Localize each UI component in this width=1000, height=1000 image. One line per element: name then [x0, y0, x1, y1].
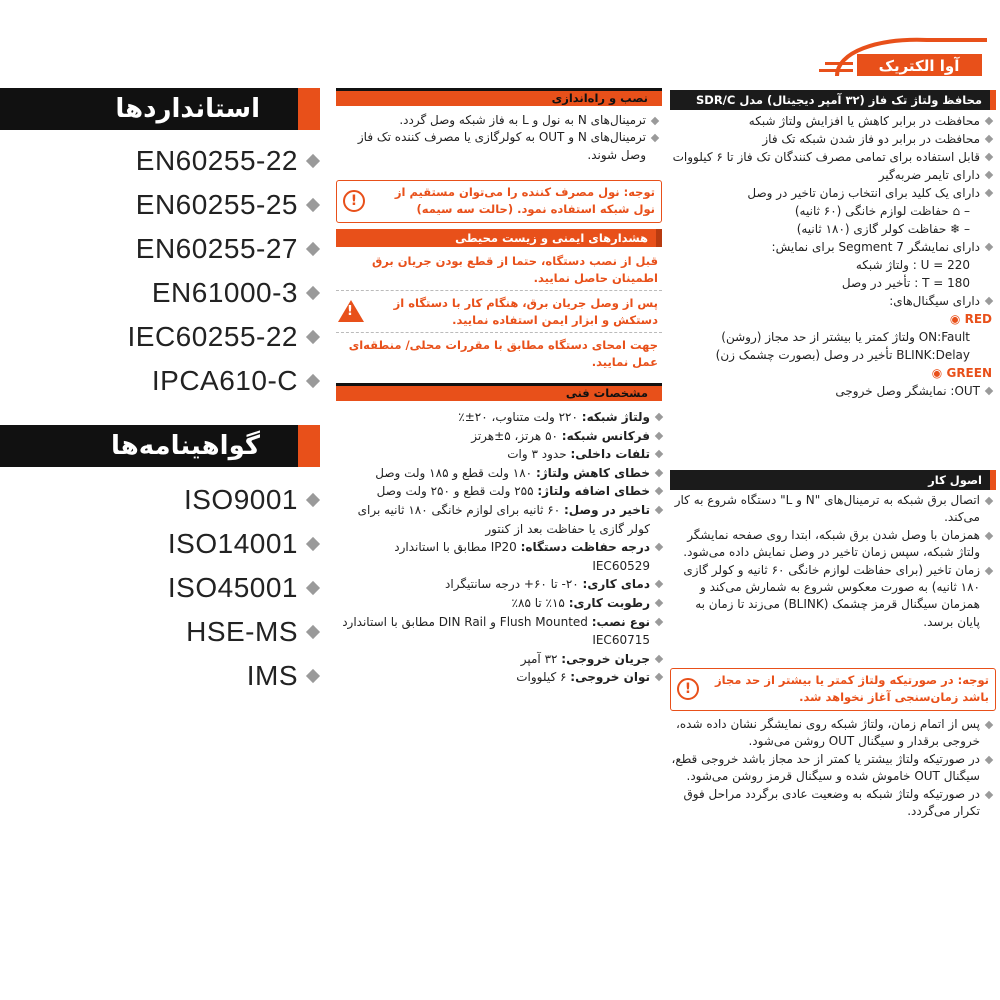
exclamation-icon: ! — [677, 678, 699, 700]
standard-item: EN61000-3 — [152, 277, 318, 309]
spec-row: توان خروجی: ۶ کیلووات — [336, 668, 662, 687]
spec-row: دمای کاری: ۲۰- تا ۶۰+ درجه سانتیگراد — [336, 575, 662, 594]
list-item: دارای تایمر ضربه‌گیر — [670, 166, 992, 184]
standards-heading: استانداردها — [0, 88, 320, 130]
product-heading: محافظ ولتاژ تک فاز (۳۲ آمپر دیجیتال) مدل SDR/C — [670, 90, 996, 110]
fault-signal: ON:Fault ولتاژ کمتر یا بیشتر از حد مجاز (روشن) — [721, 330, 970, 344]
list-item: دارای نمایشگر 7 Segment برای نمایش: — [670, 238, 992, 256]
list-item: محافظت در برابر دو فاز شدن شبکه تک فاز — [670, 130, 992, 148]
standard-item: IPCA610-C — [152, 365, 318, 397]
warning-text: توجه: نول مصرف کننده را می‌توان مستقیم از نول شبکه استفاده نمود. (حالت سه سیمه) — [394, 185, 655, 217]
diamond-bullet-icon — [306, 581, 320, 595]
standard-item: IEC60255-22 — [127, 321, 318, 353]
diamond-bullet-icon — [306, 669, 320, 683]
safety-heading: هشدارهای ایمنی و زیست محیطی — [336, 229, 662, 247]
certificate-item: ISO45001 — [168, 572, 318, 604]
list-item: دارای یک کلید برای انتخاب زمان تاخیر در وصل — [670, 184, 992, 202]
circle-bullet-icon: ◉ — [931, 366, 943, 380]
divider — [336, 290, 662, 291]
safety-p3: جهت امحای دستگاه مطابق با مقررات محلی/ منطقه‌ای عمل نمایید. — [348, 338, 658, 369]
certificates-heading: گواهینامه‌ها — [0, 425, 320, 467]
spec-row: تاخیر در وصل: ۶۰ ثانیه برای لوازم خانگی ۱۸۰ ثانیه برای کولر گازی یا حفاظت بعد از کنتور — [336, 501, 662, 538]
delay-signal: BLINK:Delay تأخیر در وصل (بصورت چشمک زن) — [715, 348, 970, 362]
divider — [336, 332, 662, 333]
list-item: دارای سیگنال‌های: — [670, 292, 992, 310]
list-item: محافظت در برابر کاهش یا افزایش ولتاژ شبکه — [670, 112, 992, 130]
spec-row: خطای اضافه ولتاژ: ۲۵۵ ولت قطع و ۲۵۰ ولت وصل — [336, 482, 662, 501]
diamond-bullet-icon — [306, 286, 320, 300]
left-column — [0, 0, 330, 1000]
out-signal: OUT: نمایشگر وصل خروجی — [670, 382, 992, 400]
spec-row: نوع نصب: Flush Mounted و DIN Rail مطابق با استاندارد IEC60715 — [336, 613, 662, 650]
list-item: ترمینال‌های N به نول و L به فاز شبکه وصل گردد. — [336, 112, 658, 129]
warning-text: توجه: در صورتیکه ولتاژ کمتر یا بیشتر از حد مجاز باشد زمان‌سنجی آغاز نخواهد شد. — [715, 673, 989, 705]
certificate-item: IMS — [247, 660, 318, 692]
diamond-bullet-icon — [306, 198, 320, 212]
sub-item: – ⌂ حفاظت لوازم خانگی (۶۰ ثانیه) — [794, 204, 970, 218]
logo-text: آوا الکتریک — [878, 57, 960, 75]
list-item: در صورتیکه ولتاژ شبکه به وضعیت عادی برگردد مراحل فوق تکرار می‌گردد. — [670, 786, 992, 821]
list-item: ترمینال‌های N و OUT به کولرگازی یا مصرف کننده تک فاز وصل شوند. — [336, 129, 658, 164]
operation-list-2 — [670, 716, 992, 820]
diamond-bullet-icon — [306, 242, 320, 256]
list-item: پس از اتمام زمان، ولتاژ شبکه روی نمایشگر نشان داده شده، خروجی برقدار و سیگنال OUT روشن می‌شود. — [670, 716, 992, 751]
air-conditioner-icon: ❄ — [950, 222, 961, 236]
certificate-item: HSE-MS — [186, 616, 318, 648]
standard-item: EN60255-27 — [136, 233, 318, 265]
spec-row: درجه حفاظت دستگاه: IP20 مطابق با استاندارد IEC60529 — [336, 538, 662, 575]
operation-heading: اصول کار — [670, 470, 996, 490]
install-heading: نصب و راه‌اندازی — [336, 88, 662, 106]
diamond-bullet-icon — [306, 493, 320, 507]
list-item: اتصال برق شبکه به ترمینال‌های "N و L" دستگاه شروع به کار می‌کند. — [670, 492, 992, 527]
certificate-item: ISO9001 — [184, 484, 318, 516]
spec-row: رطوبت کاری: ۱۵٪ تا ۸۵٪ — [336, 594, 662, 613]
spec-row: تلفات داخلی: حدود ۳ وات — [336, 445, 662, 464]
brand-logo — [817, 32, 992, 84]
safety-p2: پس از وصل جریان برق، هنگام کار با دستگاه از دستکش و ابزار ایمن استفاده نمایید. — [393, 296, 658, 327]
circle-bullet-icon: ◉ — [949, 312, 961, 326]
standard-item: EN60255-25 — [136, 189, 318, 221]
list-item: زمان تاخیر (برای حفاظت لوازم خانگی ۶۰ ثانیه و کولر گازی ۱۸۰ ثانیه) به صورت معکوس شروع به شمارش می‌کند و همزمان سیگنال قرمز چشمک (BLINK) می‌زند تا زمان به پایان برسد. — [670, 562, 992, 632]
diamond-bullet-icon — [306, 537, 320, 551]
specs-heading: مشخصات فنی — [336, 383, 662, 401]
operation-warning — [670, 668, 996, 711]
install-warning — [336, 180, 662, 223]
sub-item: – ❄ حفاظت کولر گازی (۱۸۰ ثانیه) — [796, 222, 970, 236]
diamond-bullet-icon — [306, 625, 320, 639]
list-item: همزمان با وصل شدن برق شبکه، ابتدا روی صفحه نمایشگر ولتاژ شبکه، سپس زمان تاخیر در وصل نمایش داده می‌شود. — [670, 527, 992, 562]
standard-item: EN60255-22 — [136, 145, 318, 177]
red-signal-label: RED ◉ — [949, 312, 992, 326]
exclamation-icon: ! — [343, 190, 365, 212]
segment-delay: 180 = T : تأخیر در وصل — [841, 276, 970, 290]
diamond-bullet-icon — [306, 374, 320, 388]
safety-p1: قبل از نصب دستگاه، حتما از قطع بودن جریان برق اطمینان حاصل نمایید. — [371, 254, 658, 285]
home-icon: ⌂ — [952, 204, 961, 218]
operation-list — [670, 492, 992, 631]
install-list — [336, 112, 658, 164]
list-item: قابل استفاده برای تمامی مصرف کنندگان تک فاز تا ۶ کیلووات — [670, 148, 992, 166]
feature-list — [670, 112, 992, 400]
spec-row: جریان خروجی: ۳۲ آمپر — [336, 650, 662, 669]
certificate-item: ISO14001 — [168, 528, 318, 560]
list-item: در صورتیکه ولتاژ بیشتر یا کمتر از حد مجاز باشد خروجی قطع، سیگنال OUT خاموش شده و سیگنال قرمز روشن می‌شود. — [670, 751, 992, 786]
spec-row: ولتاژ شبکه: ۲۲۰ ولت متناوب، ۲۰±٪ — [336, 408, 662, 427]
green-signal-label: GREEN ◉ — [931, 366, 992, 380]
spec-row: خطای کاهش ولتاژ: ۱۸۰ ولت قطع و ۱۸۵ ولت وصل — [336, 464, 662, 483]
segment-voltage: 220 = U : ولتاژ شبکه — [855, 258, 970, 272]
diamond-bullet-icon — [306, 154, 320, 168]
spec-row: فرکانس شبکه: ۵۰ هرتز، ۵±هرتز — [336, 427, 662, 446]
specs-list — [336, 408, 662, 687]
diamond-bullet-icon — [306, 330, 320, 344]
warning-triangle-icon: ! — [338, 300, 364, 322]
